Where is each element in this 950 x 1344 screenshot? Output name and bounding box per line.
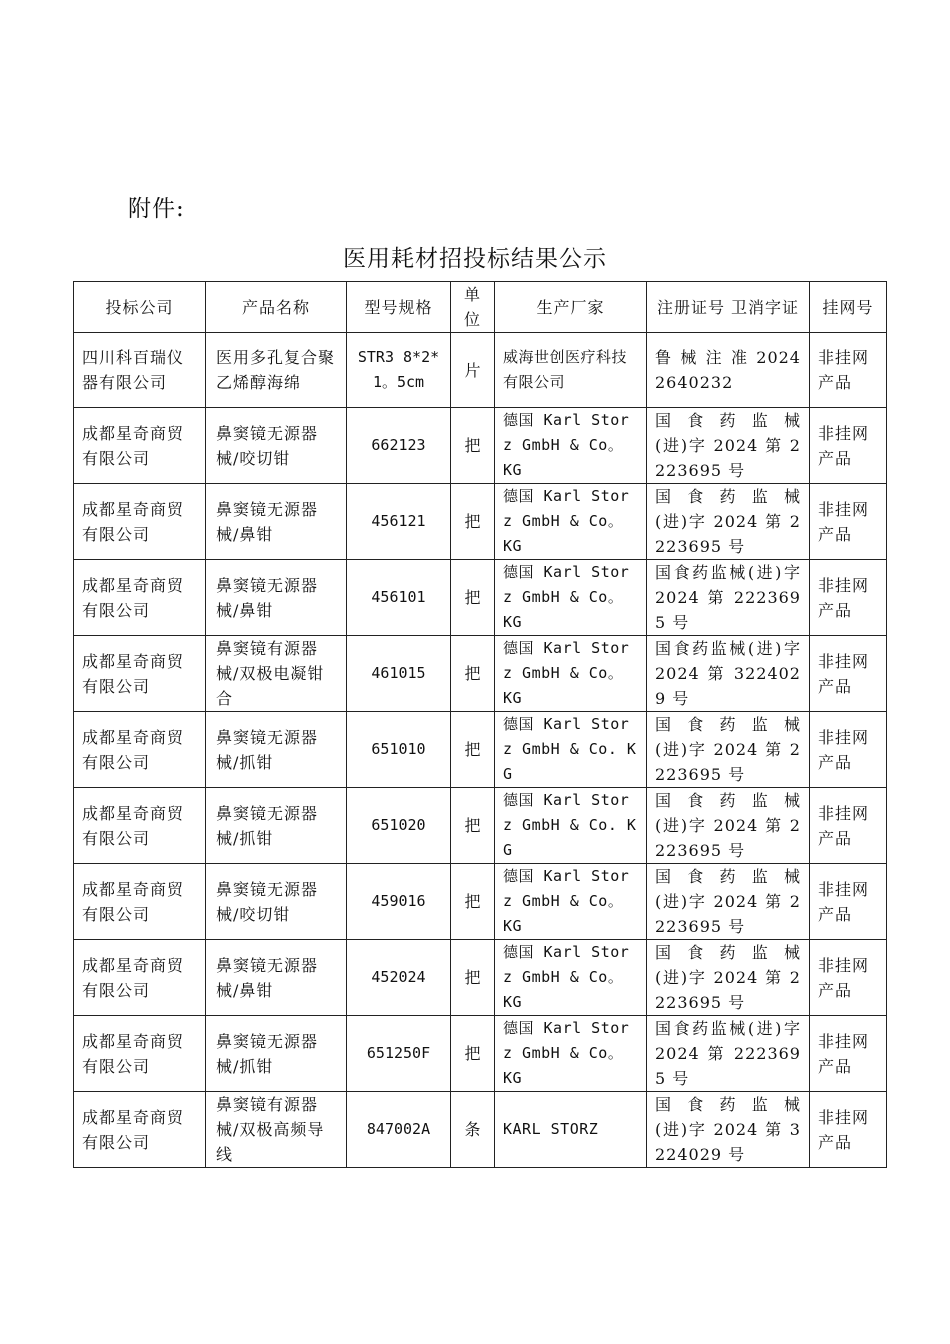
header-product: 产品名称 xyxy=(206,282,347,333)
table-row xyxy=(74,333,887,408)
cell-registration: 鲁 械 注 准 20242640232 xyxy=(647,333,810,408)
cell-maker: 德国 Karl Storz GmbH & Co. KG xyxy=(495,712,647,788)
cell-model: 456121 xyxy=(347,484,451,560)
cell-company: 四川科百瑞仪器有限公司 xyxy=(74,333,206,408)
cell-net: 非挂网产品 xyxy=(810,712,887,788)
cell-model: 651020 xyxy=(347,788,451,864)
cell-net: 非挂网产品 xyxy=(810,560,887,636)
table-row xyxy=(74,408,887,484)
cell-model: 452024 xyxy=(347,940,451,1016)
cell-unit: 把 xyxy=(451,864,495,940)
cell-registration: 国 食 药 监 械 (进)字 2024 第 3224029 号 xyxy=(647,1092,810,1168)
cell-net: 非挂网产品 xyxy=(810,788,887,864)
cell-product: 鼻窦镜无源器械/咬切钳 xyxy=(206,408,347,484)
table-row xyxy=(74,788,887,864)
cell-product: 鼻窦镜无源器械/抓钳 xyxy=(206,712,347,788)
document-title: 医用耗材招投标结果公示 xyxy=(343,246,607,272)
header-company: 投标公司 xyxy=(74,282,206,333)
cell-maker: 德国 Karl Storz GmbH & Co。 KG xyxy=(495,560,647,636)
cell-model: 456101 xyxy=(347,560,451,636)
cell-product: 鼻窦镜无源器械/抓钳 xyxy=(206,1016,347,1092)
cell-model: 651010 xyxy=(347,712,451,788)
cell-company: 成都星奇商贸有限公司 xyxy=(74,408,206,484)
cell-maker: KARL STORZ xyxy=(495,1092,647,1168)
attachment-label: 附件: xyxy=(128,196,185,222)
header-registration: 注册证号 卫消字证 xyxy=(647,282,810,333)
cell-company: 成都星奇商贸有限公司 xyxy=(74,560,206,636)
cell-product: 鼻窦镜无源器械/鼻钳 xyxy=(206,560,347,636)
cell-net: 非挂网产品 xyxy=(810,333,887,408)
table-row xyxy=(74,864,887,940)
bidding-result-table xyxy=(73,281,887,1168)
cell-unit: 把 xyxy=(451,484,495,560)
cell-unit: 把 xyxy=(451,560,495,636)
cell-model: 662123 xyxy=(347,408,451,484)
table-header-row xyxy=(74,282,887,333)
cell-product: 鼻窦镜有源器械/双极电凝钳合 xyxy=(206,636,347,712)
cell-model: 847002A xyxy=(347,1092,451,1168)
cell-product: 鼻窦镜有源器械/双极高频导线 xyxy=(206,1092,347,1168)
cell-model: 459016 xyxy=(347,864,451,940)
cell-company: 成都星奇商贸有限公司 xyxy=(74,1016,206,1092)
cell-unit: 把 xyxy=(451,712,495,788)
cell-registration: 国食药监械(进)字 2024 第 2223695 号 xyxy=(647,1016,810,1092)
table-row xyxy=(74,712,887,788)
table-row xyxy=(74,1092,887,1168)
cell-company: 成都星奇商贸有限公司 xyxy=(74,864,206,940)
cell-maker: 德国 Karl Storz GmbH & Co。 KG xyxy=(495,484,647,560)
cell-registration: 国 食 药 监 械 (进)字 2024 第 2223695 号 xyxy=(647,864,810,940)
cell-net: 非挂网产品 xyxy=(810,940,887,1016)
cell-unit: 条 xyxy=(451,1092,495,1168)
header-model: 型号规格 xyxy=(347,282,451,333)
cell-company: 成都星奇商贸有限公司 xyxy=(74,484,206,560)
cell-company: 成都星奇商贸有限公司 xyxy=(74,940,206,1016)
cell-net: 非挂网产品 xyxy=(810,484,887,560)
cell-registration: 国 食 药 监 械 (进)字 2024 第 2223695 号 xyxy=(647,712,810,788)
cell-unit: 把 xyxy=(451,1016,495,1092)
cell-company: 成都星奇商贸有限公司 xyxy=(74,636,206,712)
cell-registration: 国 食 药 监 械 (进)字 2024 第 2223695 号 xyxy=(647,484,810,560)
cell-net: 非挂网产品 xyxy=(810,1016,887,1092)
cell-product: 鼻窦镜无源器械/鼻钳 xyxy=(206,940,347,1016)
cell-registration: 国食药监械(进)字 2024 第 3224029 号 xyxy=(647,636,810,712)
cell-maker: 德国 Karl Storz GmbH & Co。 KG xyxy=(495,864,647,940)
header-net: 挂网号 xyxy=(810,282,887,333)
table-body xyxy=(74,333,887,1168)
table-row xyxy=(74,1016,887,1092)
cell-model: 651250F xyxy=(347,1016,451,1092)
cell-maker: 德国 Karl Storz GmbH & Co。 KG xyxy=(495,636,647,712)
cell-unit: 片 xyxy=(451,333,495,408)
cell-maker: 威海世创医疗科技有限公司 xyxy=(495,333,647,408)
cell-model: STR3 8*2*1。5cm xyxy=(347,333,451,408)
table-row xyxy=(74,560,887,636)
cell-unit: 把 xyxy=(451,636,495,712)
cell-registration: 国 食 药 监 械 (进)字 2024 第 2223695 号 xyxy=(647,940,810,1016)
cell-model: 461015 xyxy=(347,636,451,712)
cell-product: 医用多孔复合聚乙烯醇海绵 xyxy=(206,333,347,408)
cell-company: 成都星奇商贸有限公司 xyxy=(74,712,206,788)
cell-net: 非挂网产品 xyxy=(810,408,887,484)
table-row xyxy=(74,636,887,712)
header-unit: 单位 xyxy=(451,282,495,333)
cell-maker: 德国 Karl Storz GmbH & Co。 KG xyxy=(495,1016,647,1092)
cell-unit: 把 xyxy=(451,408,495,484)
table-row xyxy=(74,940,887,1016)
cell-company: 成都星奇商贸有限公司 xyxy=(74,788,206,864)
cell-registration: 国食药监械(进)字 2024 第 2223695 号 xyxy=(647,560,810,636)
cell-unit: 把 xyxy=(451,940,495,1016)
header-maker: 生产厂家 xyxy=(495,282,647,333)
cell-unit: 把 xyxy=(451,788,495,864)
cell-product: 鼻窦镜无源器械/鼻钳 xyxy=(206,484,347,560)
cell-net: 非挂网产品 xyxy=(810,864,887,940)
cell-maker: 德国 Karl Storz GmbH & Co。 KG xyxy=(495,940,647,1016)
cell-registration: 国 食 药 监 械 (进)字 2024 第 2223695 号 xyxy=(647,788,810,864)
table-row xyxy=(74,484,887,560)
cell-maker: 德国 Karl Storz GmbH & Co。 KG xyxy=(495,408,647,484)
cell-registration: 国 食 药 监 械 (进)字 2024 第 2223695 号 xyxy=(647,408,810,484)
cell-product: 鼻窦镜无源器械/咬切钳 xyxy=(206,864,347,940)
cell-maker: 德国 Karl Storz GmbH & Co. KG xyxy=(495,788,647,864)
cell-net: 非挂网产品 xyxy=(810,1092,887,1168)
cell-net: 非挂网产品 xyxy=(810,636,887,712)
cell-company: 成都星奇商贸有限公司 xyxy=(74,1092,206,1168)
cell-product: 鼻窦镜无源器械/抓钳 xyxy=(206,788,347,864)
